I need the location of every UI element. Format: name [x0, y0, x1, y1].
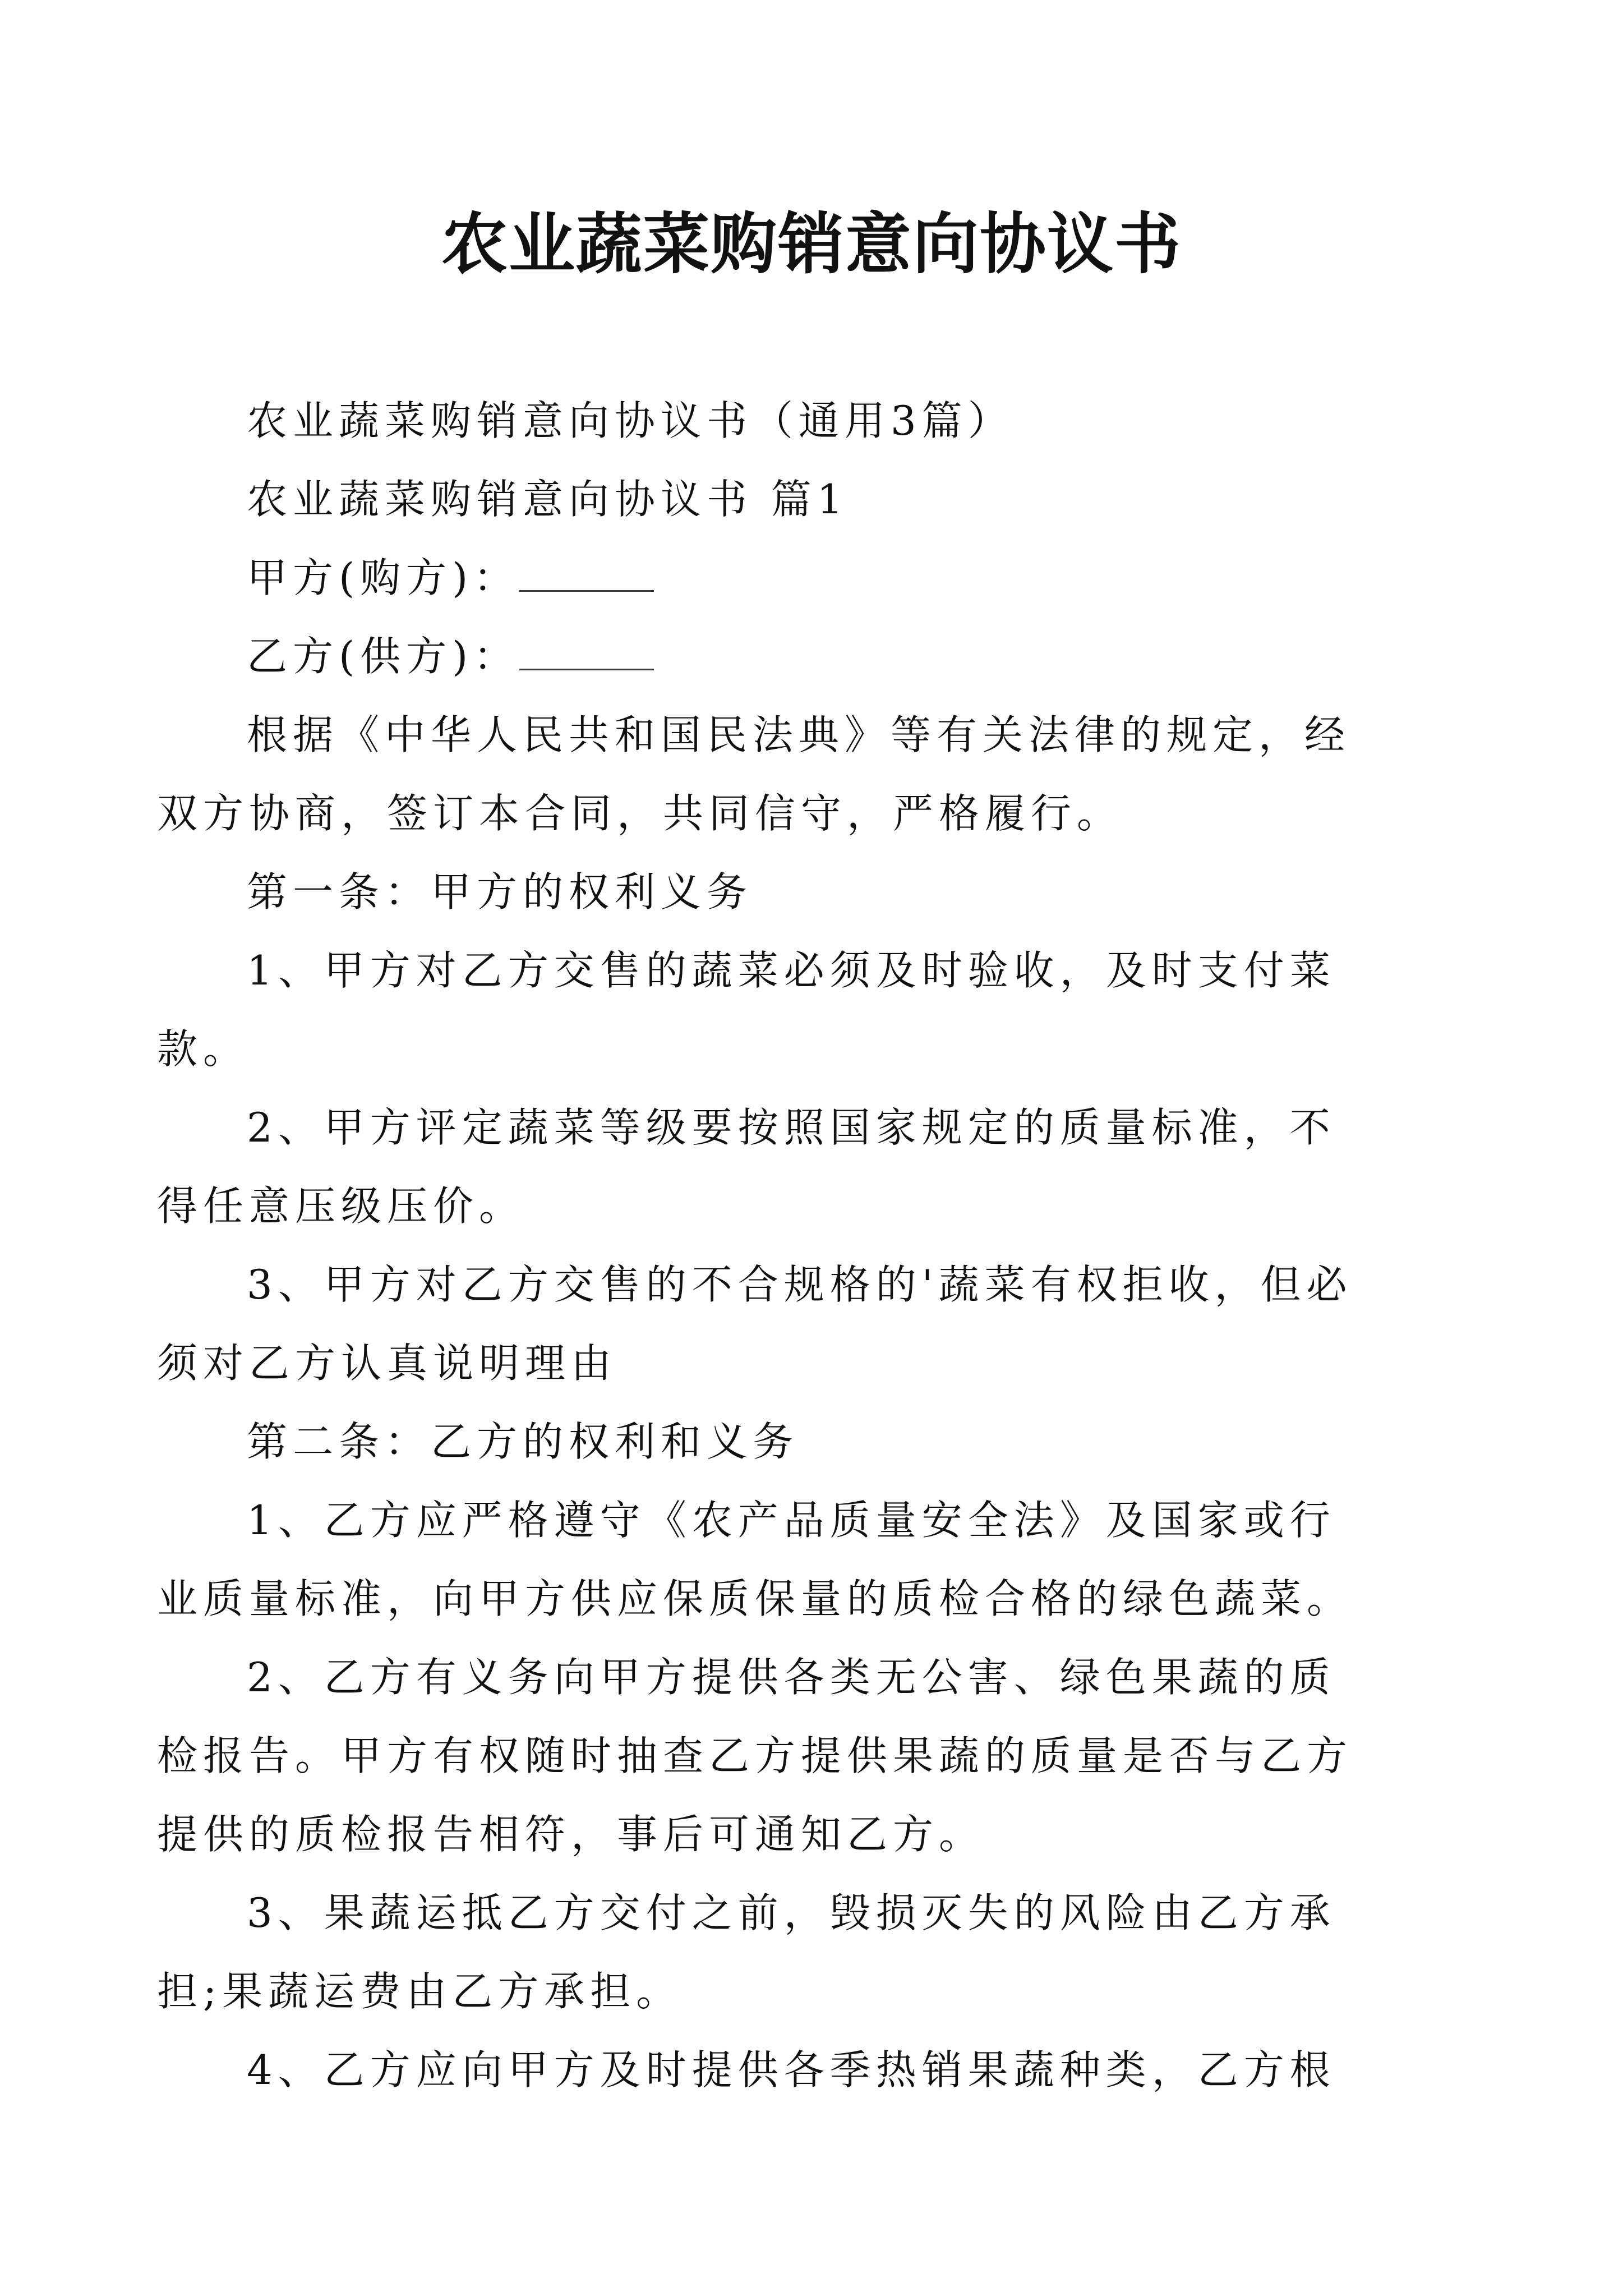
party-b-line	[247, 617, 1391, 696]
paragraph-line: 3、甲方对乙方交售的不合规格的'蔬菜有权拒收，但必	[247, 1261, 1353, 1308]
paragraph-line: 1、甲方对乙方交售的蔬菜必须及时验收，及时支付菜	[247, 947, 1336, 994]
paragraph-line: 检报告。甲方有权随时抽查乙方提供果蔬的质量是否与乙方	[157, 1732, 1353, 1779]
party-b-label: 乙方(供方)：	[247, 633, 520, 680]
article-heading: 第二条：乙方的权利和义务	[247, 1418, 799, 1465]
paragraph-line: 3、果蔬运抵乙方交付之前，毁损灭失的风险由乙方承	[247, 1889, 1336, 1936]
document-title: 农业蔬菜购销意向协议书	[441, 205, 1182, 283]
paragraph-line: 款。	[157, 1025, 250, 1073]
party-a-blank	[519, 556, 654, 592]
section-heading: 农业蔬菜购销意向协议书 篇1	[247, 476, 849, 523]
subtitle-line: 农业蔬菜购销意向协议书（通用3篇）	[247, 397, 1014, 444]
paragraph-line: 根据《中华人民共和国民法典》等有关法律的规定，经	[247, 711, 1351, 758]
party-b-blank	[519, 635, 654, 670]
paragraph-line: 业质量标准，向甲方供应保质保量的质检合格的绿色蔬菜。	[157, 1575, 1353, 1622]
party-a-line	[247, 539, 1391, 617]
paragraph-line: 担;果蔬运费由乙方承担。	[157, 1968, 683, 2015]
paragraph-line: 得任意压级压价。	[157, 1182, 525, 1230]
paragraph-line: 双方协商，签订本合同，共同信守，严格履行。	[157, 790, 1123, 837]
paragraph-line: 提供的质检报告相符，事后可通知乙方。	[157, 1811, 985, 1858]
party-a-label: 甲方(购方)：	[247, 554, 520, 601]
paragraph-line: 须对乙方认真说明理由	[157, 1340, 617, 1387]
article-heading: 第一条：甲方的权利义务	[247, 868, 753, 915]
paragraph-line: 4、乙方应向甲方及时提供各季热销果蔬种类，乙方根	[247, 2046, 1336, 2093]
paragraph-line: 2、乙方有义务向甲方提供各类无公害、绿色果蔬的质	[247, 1654, 1336, 1701]
paragraph-line: 2、甲方评定蔬菜等级要按照国家规定的质量标准，不	[247, 1104, 1336, 1151]
paragraph-line: 1、乙方应严格遵守《农产品质量安全法》及国家或行	[247, 1497, 1336, 1544]
